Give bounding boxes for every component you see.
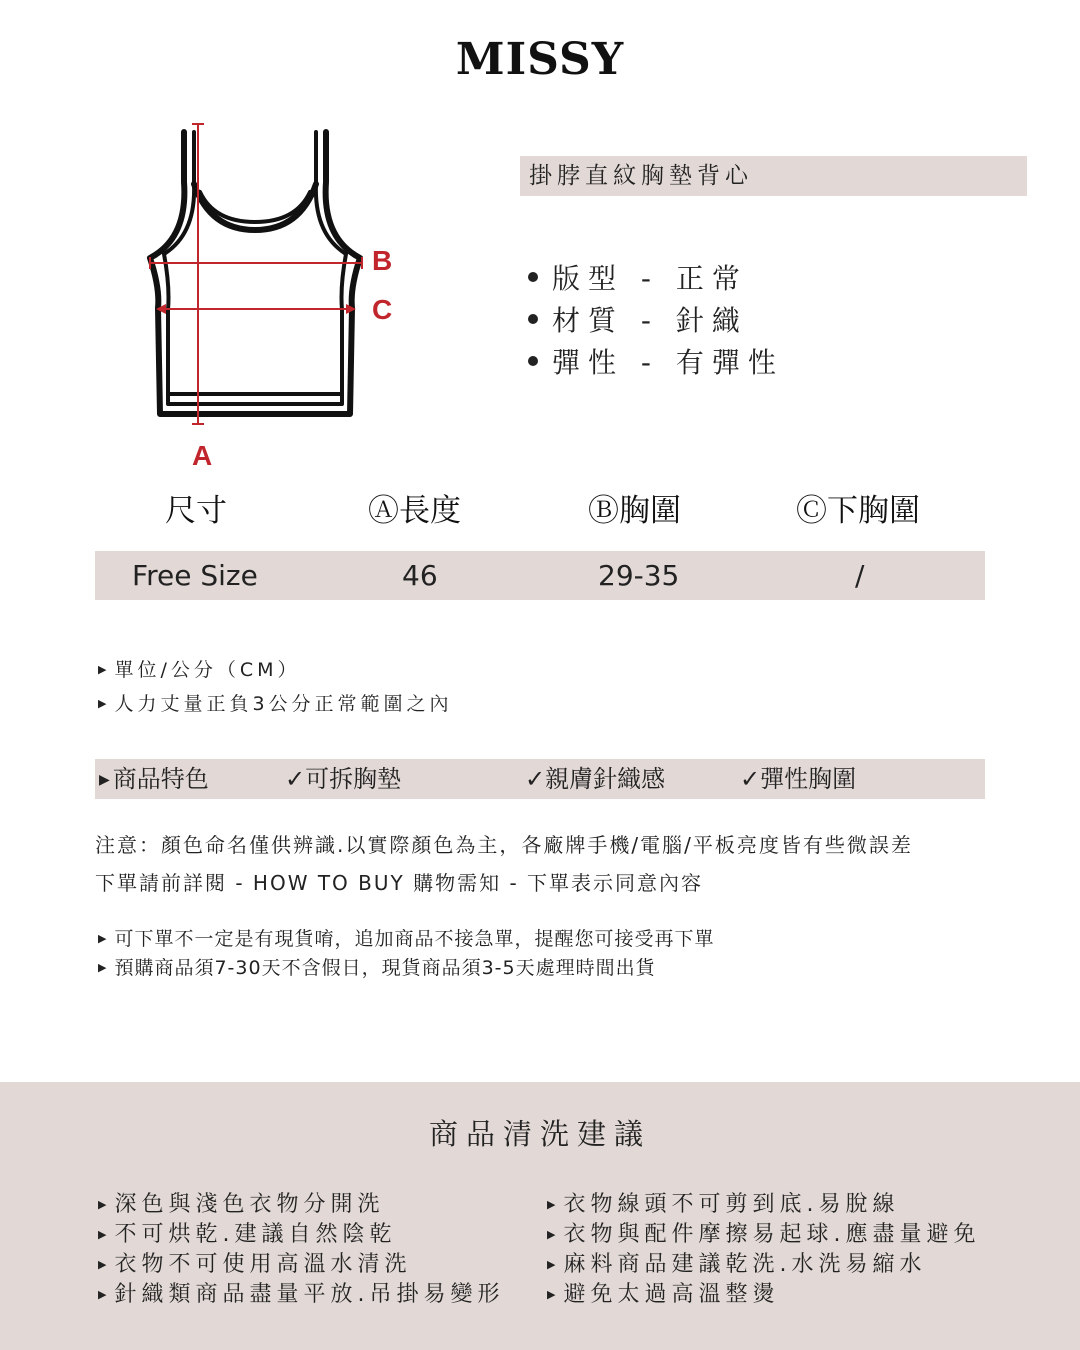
bullet-icon xyxy=(528,314,538,324)
header-bust: Ⓑ胸圍 xyxy=(588,493,681,529)
brand-logo: MISSY xyxy=(455,34,625,85)
label-a: A xyxy=(192,440,213,471)
caution-line-1: 注意：顏色命名僅供辨識.以實際顏色為主，各廠牌手機/電腦/平板亮度皆有些微誤差 xyxy=(95,833,913,857)
wash-item: ▶ 深色與淺色衣物分開洗 xyxy=(98,1192,385,1217)
garment-diagram xyxy=(140,118,410,478)
wash-item: ▶ 衣物與配件摩擦易起球.應盡量避免 xyxy=(547,1222,981,1247)
wash-list-left xyxy=(98,1190,504,1310)
feature-item: ✓彈性胸圍 xyxy=(740,765,857,793)
cell-size: Free Size xyxy=(132,559,258,592)
attribute-item: 彈性 - 有彈性 xyxy=(528,342,784,384)
cell-underbust: / xyxy=(855,559,865,592)
features-label: ▶ 商品特色 xyxy=(99,765,209,793)
triangle-icon: ▶ xyxy=(98,1258,107,1271)
unit-note: ▶ 單位/公分（CM） xyxy=(98,659,301,681)
wash-item: ▶ 衣物不可使用高溫水清洗 xyxy=(98,1252,412,1277)
product-name-bar xyxy=(520,156,1027,196)
product-name: 掛脖直紋胸墊背心 xyxy=(529,163,753,189)
feature-item: ✓親膚針織感 xyxy=(525,765,666,793)
features-row xyxy=(95,759,985,799)
label-b: B xyxy=(372,245,393,276)
triangle-icon: ▶ xyxy=(547,1288,556,1301)
attribute-list xyxy=(528,258,784,384)
wash-item: ▶ 衣物線頭不可剪到底.易脫線 xyxy=(547,1192,900,1217)
triangle-icon: ▶ xyxy=(98,1228,107,1241)
feature-item: ✓可拆胸墊 xyxy=(285,765,402,793)
wash-item: ▶ 不可烘乾.建議自然陰乾 xyxy=(98,1222,397,1247)
triangle-icon: ▶ xyxy=(547,1198,556,1211)
triangle-icon: ▶ xyxy=(98,932,107,945)
triangle-icon: ▶ xyxy=(98,961,107,974)
wash-item: ▶ 避免太過高溫整燙 xyxy=(547,1282,780,1307)
wash-item: ▶ 麻料商品建議乾洗.水洗易縮水 xyxy=(547,1252,927,1277)
tolerance-note: ▶ 人力丈量正負3公分正常範圍之內 xyxy=(98,693,453,715)
attribute-item: 版型 - 正常 xyxy=(528,258,784,300)
size-row xyxy=(95,551,985,600)
bullet-icon xyxy=(528,356,538,366)
triangle-icon: ▶ xyxy=(98,1288,107,1301)
wash-item: ▶ 針織類商品盡量平放.吊掛易變形 xyxy=(98,1282,505,1307)
label-c: C xyxy=(372,294,393,325)
order-note: ▶ 可下單不一定是有現貨唷，追加商品不接急單，提醒您可接受再下單 xyxy=(98,928,715,950)
header-size: 尺寸 xyxy=(165,493,227,529)
tank-top-outline xyxy=(150,132,360,414)
caution-line-2: 下單請前詳閱 - HOW TO BUY 購物需知 - 下單表示同意內容 xyxy=(95,871,704,895)
header-length: Ⓐ長度 xyxy=(368,493,461,529)
triangle-icon: ▶ xyxy=(98,663,107,676)
cell-length: 46 xyxy=(402,559,438,592)
triangle-icon: ▶ xyxy=(98,1198,107,1211)
bullet-icon xyxy=(528,272,538,282)
wash-title: 商品清洗建議 xyxy=(428,1117,651,1151)
triangle-icon: ▶ xyxy=(99,772,110,788)
triangle-icon: ▶ xyxy=(98,697,107,710)
attribute-item: 材質 - 針織 xyxy=(528,300,784,342)
cell-bust: 29-35 xyxy=(598,559,680,592)
triangle-icon: ▶ xyxy=(547,1258,556,1271)
order-note: ▶ 預購商品須7-30天不含假日，現貨商品須3-5天處理時間出貨 xyxy=(98,957,656,979)
wash-list-right xyxy=(547,1190,980,1310)
header-underbust: Ⓒ下胸圍 xyxy=(796,493,920,529)
triangle-icon: ▶ xyxy=(547,1228,556,1241)
